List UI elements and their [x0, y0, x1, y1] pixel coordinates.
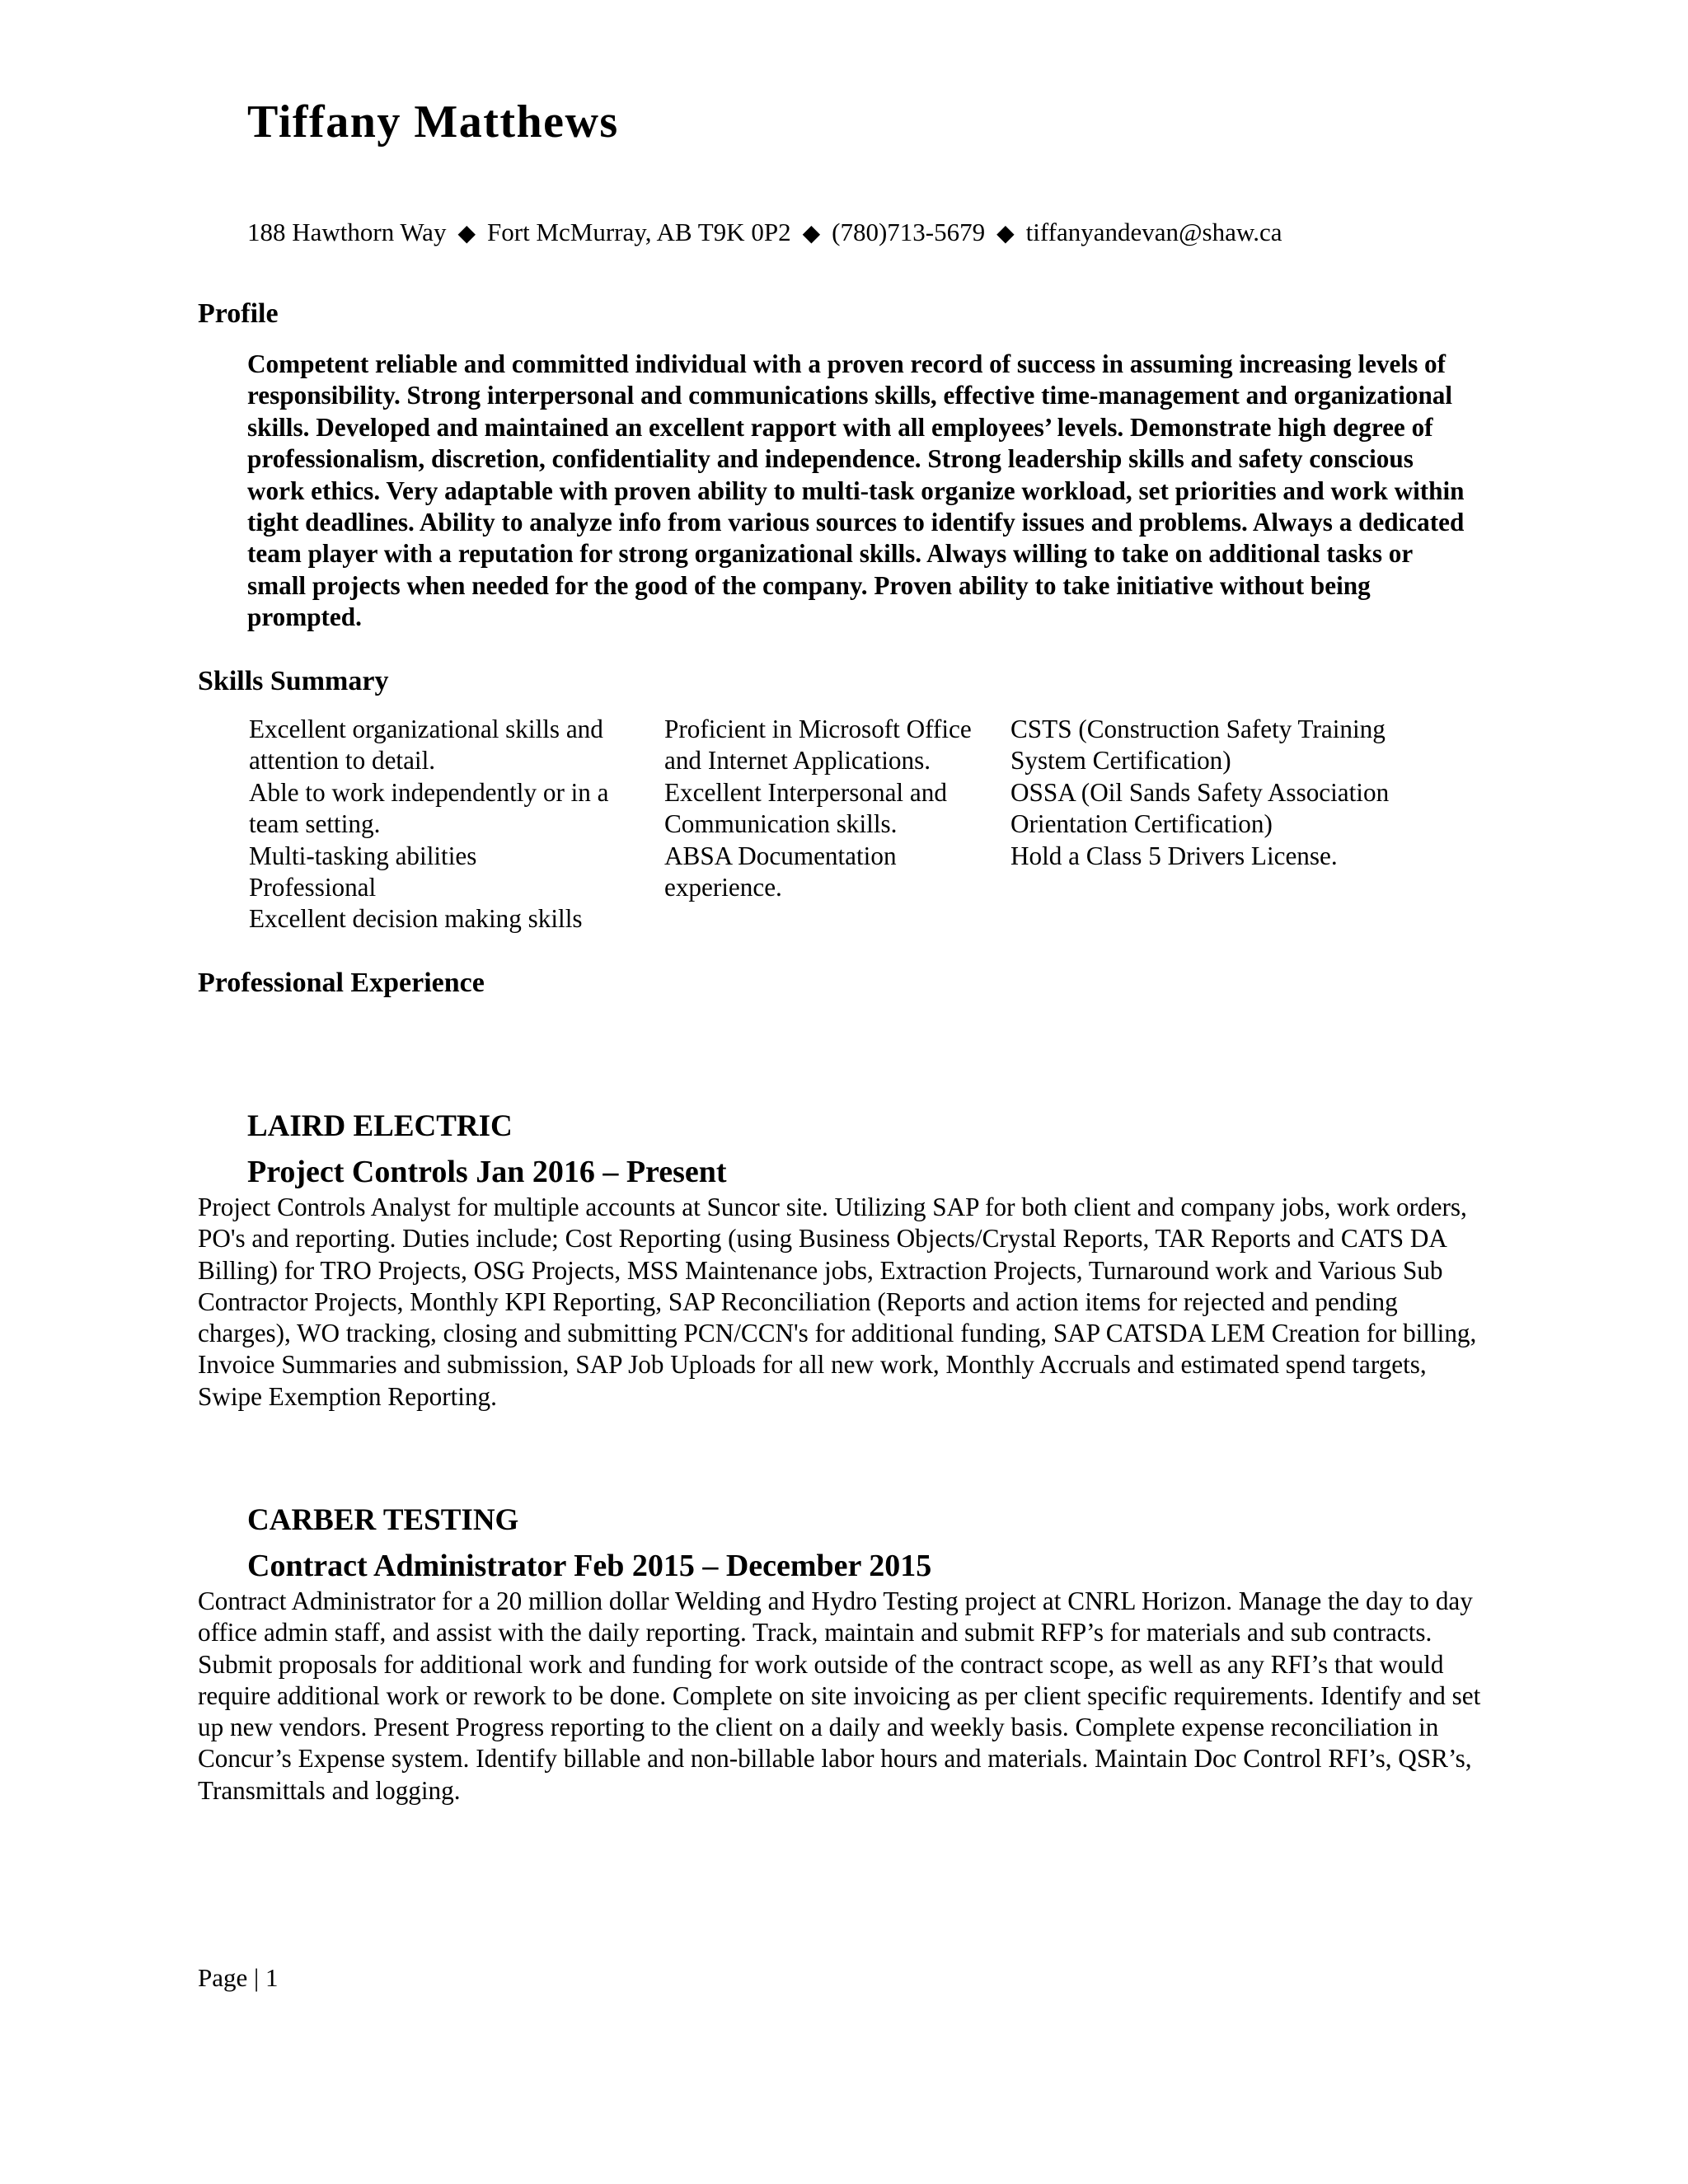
- job-company: LAIRD ELECTRIC: [247, 1109, 513, 1143]
- skill-item: Professional: [249, 873, 377, 902]
- city: Fort McMurray, AB T9K 0P2: [487, 218, 791, 246]
- profile-text: Competent reliable and committed individual with a proven record of success in assuming increasing levels of responsibility. Strong interpersonal and communications skills, effective time-management and organizational skills. Developed and maintained an excellent rapport with all employees’ levels. Demonstrate high degree of professionalism, discretion, confidentiality and independence. Strong leadership skills and safety conscious work ethics. Very adaptable with proven ability to multi-task organize workload, set priorities and work within tight deadlines. Ability to analyze info from various sources to identify issues and problems. Always a dedicated team player with a reputation for strong organizational skills. Always willing to take on additional tasks or small projects when needed for the good of the company. Proven ability to take initiative without being prompted.: [247, 349, 1465, 632]
- diamond-separator-icon: ◆: [802, 221, 821, 246]
- skill-item: Hold a Class 5 Drivers License.: [1010, 841, 1338, 870]
- job-role: Contract Administrator Feb 2015 – December 2015: [247, 1549, 932, 1583]
- job-role: Project Controls Jan 2016 – Present: [247, 1155, 727, 1189]
- job-description: Project Controls Analyst for multiple accounts at Suncor site. Utilizing SAP for both client and company jobs, work orders, PO's and reporting. Duties include; Cost Reporting (using Business Objects/Crystal Reports, TAR Reports and CATS DA Billing) for TRO Projects, OSG Projects, MSS Maintenance jobs, Extraction Projects, Turnaround work and Various Sub Contractor Projects, Monthly KPI Reporting, SAP Reconciliation (Reports and action items for rejected and pending charges), WO tracking, closing and submitting PCN/CCN's for additional funding, SAP CATSDA LEM Creation for billing, Invoice Summaries and submission, SAP Job Uploads for all new work, Monthly Accruals and estimated spend targets, Swipe Exemption Reporting.: [198, 1193, 1477, 1411]
- skill-item: CSTS (Construction Safety Training System Certification): [1010, 715, 1386, 776]
- skill-item: Proficient in Microsoft Office and Internet Applications.: [664, 715, 972, 776]
- skill-item: OSSA (Oil Sands Safety Association Orientation Certification): [1010, 777, 1390, 839]
- skills-column-3: [1010, 714, 1439, 872]
- candidate-name: Tiffany Matthews: [247, 96, 619, 148]
- page-number: Page | 1: [198, 1963, 279, 1992]
- skill-item: Excellent Interpersonal and Communication skills.: [664, 777, 947, 839]
- phone: (780)713-5679: [832, 218, 986, 246]
- email: tiffanyandevan@shaw.ca: [1025, 218, 1282, 246]
- contact-line: [247, 218, 1282, 247]
- skill-item: Excellent organizational skills and attention to detail.: [249, 715, 603, 776]
- profile-heading: Profile: [198, 298, 279, 329]
- skill-item: ABSA Documentation experience.: [664, 841, 897, 902]
- skill-item: Able to work independently or in a team setting.: [249, 777, 609, 839]
- skills-column-1: [249, 714, 636, 935]
- diamond-separator-icon: ◆: [996, 221, 1015, 246]
- skills-heading: Skills Summary: [198, 666, 389, 696]
- diamond-separator-icon: ◆: [457, 221, 476, 246]
- job-company: CARBER TESTING: [247, 1503, 519, 1537]
- experience-heading: Professional Experience: [198, 968, 485, 998]
- skills-column-2: [664, 714, 978, 903]
- job-description: Contract Administrator for a 20 million dollar Welding and Hydro Testing project at CNRL Horizon. Manage the day to day office admin staff, and assist with the daily reporting. Track, maintain and submit RFP’s for materials and sub contracts. Submit proposals for additional work and funding for work outside of the contract scope, as well as any RFI’s that would require additional work or rework to be done. Complete on site invoicing as per client specific requirements. Identify and set up new vendors. Present Progress reporting to the client on a daily and weekly basis. Complete expense reconciliation in Concur’s Expense system. Identify billable and non-billable labor hours and materials. Maintain Doc Control RFI’s, QSR’s, Transmittals and logging.: [198, 1586, 1481, 1805]
- skill-item: Excellent decision making skills: [249, 904, 583, 934]
- skill-item: Multi-tasking abilities: [249, 841, 477, 870]
- address: 188 Hawthorn Way: [247, 218, 447, 246]
